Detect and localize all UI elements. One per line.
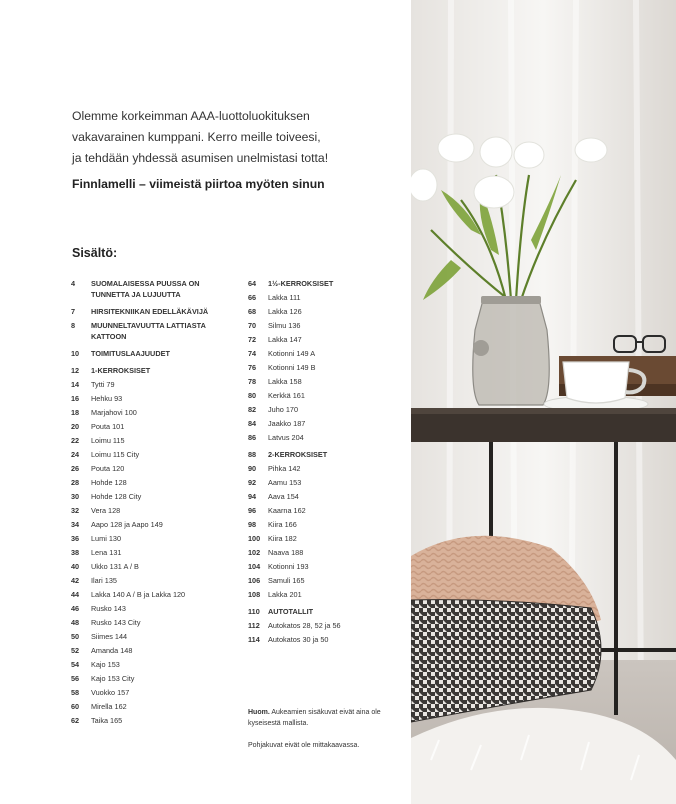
toc-entry-title: Lakka 111 (268, 293, 301, 302)
toc-entry (248, 634, 398, 648)
toc-page-number: 98 (248, 520, 257, 529)
toc-page-number: 4 (71, 279, 76, 288)
toc-entry-title: MUUNNELTAVUUTTA LATTIASTA KATTOON (91, 321, 206, 341)
toc-entry-title: Pouta 101 (91, 422, 125, 431)
toc-page-number: 96 (248, 506, 257, 515)
toc-entry (71, 659, 231, 673)
toc-entry (71, 589, 231, 603)
toc-entry-title: Lakka 201 (268, 590, 302, 599)
toc-entry (248, 348, 398, 362)
toc-page-number: 82 (248, 405, 257, 414)
toc-entry-title: Ukko 131 A / B (91, 562, 139, 571)
toc-entry-title: Hohde 128 City (91, 492, 142, 501)
intro-paragraph (72, 106, 402, 169)
toc-entry-title: Kaarna 162 (268, 506, 306, 515)
toc-page-number: 62 (71, 716, 80, 725)
toc-entry (248, 477, 398, 491)
toc-page-number: 80 (248, 391, 257, 400)
toc-entry-title: 2-KERROKSISET (268, 450, 328, 459)
toc-page-number: 36 (71, 534, 80, 543)
toc-entry (248, 362, 398, 376)
toc-entry (248, 505, 398, 519)
toc-entry (71, 547, 231, 561)
toc-entry (71, 278, 231, 303)
toc-entry-title: Vera 128 (91, 506, 121, 515)
toc-entry-title: Hohde 128 (91, 478, 127, 487)
toc-entry-title: Pihka 142 (268, 464, 301, 473)
toc-entry-title: Lakka 140 A / B ja Lakka 120 (91, 590, 186, 599)
toc-entry-title: Aamu 153 (268, 478, 302, 487)
toc-page-number: 74 (248, 349, 257, 358)
toc-entry-title: SUOMALAISESSA PUUSSA ON TUNNETTA JA LUJUUTTA (91, 279, 200, 299)
toc-page-number: 12 (71, 366, 80, 375)
toc-entry (71, 645, 231, 659)
toc-entry-title: Rusko 143 City (91, 618, 141, 627)
toc-entry-title: Vuokko 157 (91, 688, 130, 697)
toc-entry-title: Hehku 93 (91, 394, 123, 403)
toc-entry-title: Marjahovi 100 (91, 408, 137, 417)
toc-entry (248, 320, 398, 334)
toc-page-number: 38 (71, 548, 80, 557)
toc-entry-title: Kiira 166 (268, 520, 297, 529)
toc-entry (71, 687, 231, 701)
toc-entry (248, 334, 398, 348)
toc-entry-title: 1½-KERROKSISET (268, 279, 334, 288)
toc-column-left (71, 278, 231, 729)
toc-entry-title: Lumi 130 (91, 534, 122, 543)
toc-page-number: 68 (248, 307, 257, 316)
toc-page-number: 28 (71, 478, 80, 487)
toc-entry (248, 561, 398, 575)
toc-page-number: 46 (71, 604, 80, 613)
toc-entry-title: Kotionni 149 A (268, 349, 316, 358)
toc-entry-title: Amanda 148 (91, 646, 133, 655)
toc-entry (71, 320, 231, 345)
toc-page-number: 100 (248, 534, 261, 543)
footnote-line: Pohjakuvat eivät ole mittakaavassa. (248, 742, 360, 749)
toc-entry-title: TOIMITUSLAAJUUDET (91, 349, 170, 358)
toc-entry-title: Aava 154 (268, 492, 299, 501)
toc-page-number: 34 (71, 520, 80, 529)
toc-entry (71, 505, 231, 519)
footnote-text: Aukeamien sisäkuvat eivät aina ole kyseisestä mallista. (248, 709, 381, 727)
toc-page-number: 104 (248, 562, 261, 571)
toc-page-number: 64 (248, 279, 257, 288)
toc-page-number: 44 (71, 590, 80, 599)
toc-entry (248, 547, 398, 561)
toc-entry-title: Kotionni 149 B (268, 363, 316, 372)
toc-page-number: 94 (248, 492, 257, 501)
toc-entry-title: Naava 188 (268, 548, 304, 557)
toc-entry-title: Kiira 182 (268, 534, 297, 543)
toc-entry (248, 620, 398, 634)
toc-entry-title: Kajo 153 City (91, 674, 135, 683)
toc-entry (248, 376, 398, 390)
toc-entry (71, 463, 231, 477)
toc-entry (71, 477, 231, 491)
toc-entry (71, 449, 231, 463)
toc-entry (71, 306, 231, 320)
toc-entry-title: Autokatos 30 ja 50 (268, 635, 329, 644)
toc-entry (71, 421, 231, 435)
toc-entry-title: Samuli 165 (268, 576, 305, 585)
toc-page-number: 18 (71, 408, 80, 417)
toc-entry (248, 418, 398, 432)
toc-entry-title: Siimes 144 (91, 632, 128, 641)
toc-entry-title: Pouta 120 (91, 464, 125, 473)
toc-entry-title: Lena 131 (91, 548, 122, 557)
toc-entry-title: Autokatos 28, 52 ja 56 (268, 621, 341, 630)
toc-page-number: 42 (71, 576, 80, 585)
toc-entry (71, 603, 231, 617)
toc-page-number: 7 (71, 307, 76, 316)
footnote (248, 707, 398, 762)
toc-entry-title: Taika 165 (91, 716, 123, 725)
toc-entry (248, 278, 398, 292)
toc-entry (248, 390, 398, 404)
toc-entry (71, 379, 231, 393)
toc-entry-title: Kajo 153 (91, 660, 120, 669)
toc-page-number: 52 (71, 646, 80, 655)
toc-entry-title: Silmu 136 (268, 321, 301, 330)
toc-entry-title: Lakka 147 (268, 335, 302, 344)
toc-entry-title: Aapo 128 ja Aapo 149 (91, 520, 163, 529)
toc-page-number: 72 (248, 335, 257, 344)
toc-page-number: 48 (71, 618, 80, 627)
toc-entry-title: Latvus 204 (268, 433, 304, 442)
toc-page-number: 58 (71, 688, 80, 697)
toc-page-number: 50 (71, 632, 80, 641)
toc-page-number: 14 (71, 380, 80, 389)
toc-page-number: 78 (248, 377, 257, 386)
toc-page-number: 20 (71, 422, 80, 431)
interior-photo-illustration (411, 0, 676, 804)
toc-entry (248, 432, 398, 446)
toc-entry (248, 606, 398, 620)
intro-line: ja tehdään yhdessä asumisen unelmistasi totta! (72, 151, 329, 165)
toc-page-number: 106 (248, 576, 261, 585)
footnote-line (248, 707, 398, 729)
toc-entry-title: 1-KERROKSISET (91, 366, 151, 375)
toc-entry (71, 701, 231, 715)
toc-page-number: 54 (71, 660, 80, 669)
toc-page-number: 102 (248, 548, 261, 557)
toc-page-number: 110 (248, 607, 260, 616)
toc-entry (248, 404, 398, 418)
toc-entry (71, 673, 231, 687)
toc-entry-title: Kotionni 193 (268, 562, 309, 571)
tagline: Finnlamelli – viimeistä piirtoa myöten sinun (72, 177, 325, 191)
toc-page-number: 22 (71, 436, 80, 445)
toc-page-number: 112 (248, 621, 260, 630)
toc-page-number: 86 (248, 433, 257, 442)
toc-page-number: 16 (71, 394, 80, 403)
toc-entry (71, 407, 231, 421)
toc-page-number: 90 (248, 464, 257, 473)
toc-title: Sisältö: (72, 246, 118, 260)
toc-entry (248, 292, 398, 306)
toc-entry (71, 617, 231, 631)
toc-page-number: 70 (248, 321, 257, 330)
toc-page-number: 88 (248, 450, 257, 459)
intro-line: Olemme korkeimman AAA-luottoluokituksen (72, 109, 310, 123)
toc-page-number: 60 (71, 702, 80, 711)
toc-entry-title: Loimu 115 (91, 436, 125, 445)
toc-entry (248, 519, 398, 533)
toc-page-number: 32 (71, 506, 80, 515)
toc-entry (248, 449, 398, 463)
toc-entry (71, 435, 231, 449)
toc-entry-title: Kerkkä 161 (268, 391, 305, 400)
toc-page-number: 76 (248, 363, 257, 372)
toc-entry (71, 715, 231, 729)
toc-entry-title: Mirella 162 (91, 702, 127, 711)
interior-photo (411, 0, 676, 804)
toc-entry-title: Lakka 126 (268, 307, 302, 316)
toc-page-number: 8 (71, 321, 76, 330)
toc-entry-title: Loimu 115 City (91, 450, 140, 459)
toc-entry-title: Rusko 143 (91, 604, 126, 613)
toc-entry-title: Tytti 79 (91, 380, 115, 389)
toc-page-number: 66 (248, 293, 257, 302)
intro-line: vakavarainen kumppani. Kerro meille toiveesi, (72, 130, 321, 144)
toc-entry (248, 575, 398, 589)
toc-page-number: 26 (71, 464, 80, 473)
toc-entry (248, 533, 398, 547)
toc-page-number: 92 (248, 478, 257, 487)
toc-entry (248, 491, 398, 505)
toc-page-number: 56 (71, 674, 80, 683)
toc-entry (248, 306, 398, 320)
toc-entry (71, 519, 231, 533)
toc-entry-title: Lakka 158 (268, 377, 302, 386)
toc-page-number: 114 (248, 635, 260, 644)
toc-entry (71, 533, 231, 547)
toc-entry-title: Jaakko 187 (268, 419, 306, 428)
toc-entry (71, 393, 231, 407)
toc-page-number: 84 (248, 419, 257, 428)
toc-entry (248, 589, 398, 603)
toc-column-right (248, 278, 398, 648)
toc-entry (71, 561, 231, 575)
toc-entry (71, 575, 231, 589)
toc-entry-title: Ilari 135 (91, 576, 117, 585)
toc-entry-title: HIRSITEKNIIKAN EDELLÄKÄVIJÄ (91, 307, 209, 316)
toc-page-number: 10 (71, 349, 80, 358)
toc-entry-title: AUTOTALLIT (268, 607, 314, 616)
toc-entry (71, 365, 231, 379)
toc-entry (71, 348, 231, 362)
footnote-bold: Huom. (248, 709, 270, 716)
toc-entry-title: Juho 170 (268, 405, 299, 414)
toc-page-number: 30 (71, 492, 80, 501)
toc-entry (71, 631, 231, 645)
toc-page-number: 24 (71, 450, 80, 459)
toc-entry (71, 491, 231, 505)
toc-entry (248, 463, 398, 477)
toc-page-number: 108 (248, 590, 261, 599)
toc-page-number: 40 (71, 562, 80, 571)
